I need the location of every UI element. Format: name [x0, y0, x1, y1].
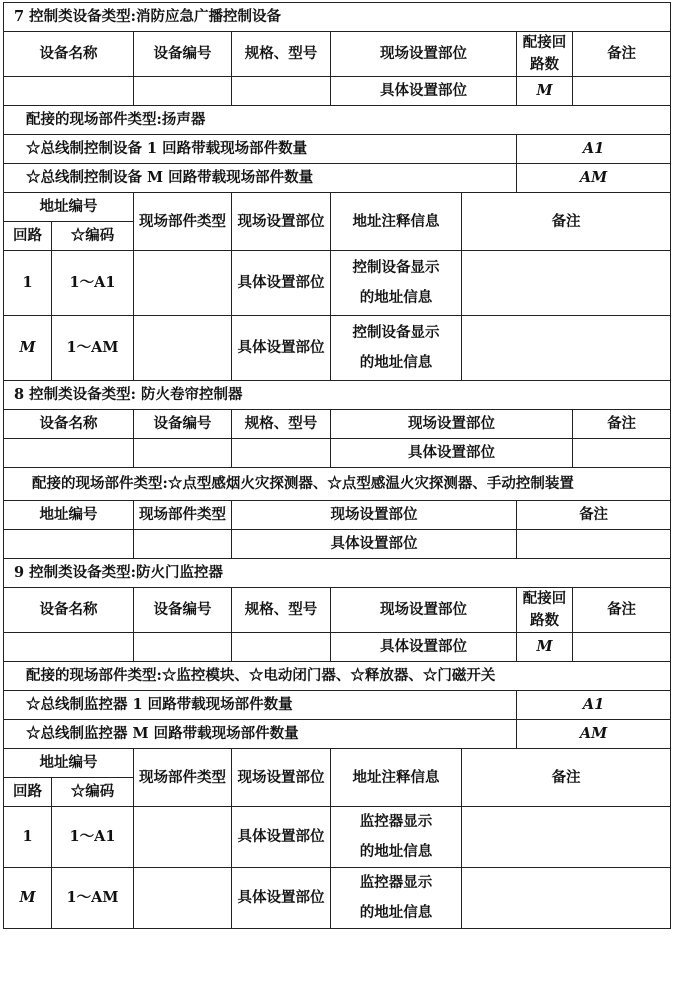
s7-row1-remark — [462, 251, 671, 316]
s9-row1-info-line2: 的地址信息 — [359, 843, 433, 860]
s9-remark-col-header: 备注 — [462, 749, 671, 807]
s9-row1-code: 1～A1 — [52, 807, 134, 868]
s9-remark-cell — [573, 633, 671, 662]
s9-device-name-cell — [4, 633, 134, 662]
s8-location-header2: 现场设置部位 — [232, 501, 517, 530]
s8-remark-cell2 — [517, 530, 671, 559]
s7-row1-loop: 1 — [4, 251, 52, 316]
s8-address-cell — [4, 530, 134, 559]
s7-loop1-count-text: A1 — [582, 140, 605, 157]
s8-part-type: 配接的现场部件类型:☆点型感烟火灾探测器、☆点型感温火灾探测器、手动控制装置 — [4, 468, 671, 501]
s9-code-header: ☆编码 — [52, 778, 134, 807]
s9-remark-header: 备注 — [573, 588, 671, 633]
s7-row1-info — [331, 251, 462, 316]
s9-row1-loop: 1 — [4, 807, 52, 868]
s8-remark-header: 备注 — [573, 410, 671, 439]
s7-device-id-header: 设备编号 — [134, 32, 232, 77]
s7-remark-header: 备注 — [573, 32, 671, 77]
s7-model-cell — [232, 77, 331, 106]
s8-device-id-cell — [134, 439, 232, 468]
s9-loop-count-value: M — [517, 633, 573, 662]
s8-device-name-cell — [4, 439, 134, 468]
s9-part-type-header: 现场部件类型 — [134, 749, 232, 807]
s9-part-type: 配接的现场部件类型:☆监控模块、☆电动闭门器、☆释放器、☆门磁开关 — [4, 662, 671, 691]
s9-row1-location: 具体设置部位 — [232, 807, 331, 868]
s7-rowM-location: 具体设置部位 — [232, 316, 331, 381]
s9-rowM-info-line2: 的地址信息 — [359, 904, 433, 921]
s9-loop1-count-label: ☆总线制监控器 1 回路带载现场部件数量 — [4, 691, 517, 720]
s8-remark-cell — [573, 439, 671, 468]
s7-loop-header: 回路 — [4, 222, 52, 251]
s9-loop-count-header: 配接回路数 — [517, 588, 573, 633]
s8-location-header: 现场设置部位 — [331, 410, 573, 439]
s7-rowM-type — [134, 316, 232, 381]
section-8-title: 8 控制类设备类型: 防火卷帘控制器 — [4, 381, 671, 410]
s7-part-type-header: 现场部件类型 — [134, 193, 232, 251]
section-7-title: 7 控制类设备类型:消防应急广播控制设备 — [4, 3, 671, 32]
table-row — [4, 251, 671, 316]
s9-row1-remark — [462, 807, 671, 868]
s7-remark-col-header: 备注 — [462, 193, 671, 251]
s9-row1-type — [134, 807, 232, 868]
s9-note-info-header: 地址注释信息 — [331, 749, 462, 807]
section-9-title: 9 控制类设备类型:防火门监控器 — [4, 559, 671, 588]
s9-row1-info-line1: 监控器显示 — [359, 813, 433, 830]
s9-device-name-header: 设备名称 — [4, 588, 134, 633]
s9-rowM-info-line1: 监控器显示 — [359, 874, 433, 891]
s9-loopM-count-label: ☆总线制监控器 M 回路带载现场部件数量 — [4, 720, 517, 749]
s7-location-sub: 具体设置部位 — [331, 77, 517, 106]
s7-rowM-info-line2: 的地址信息 — [359, 354, 433, 371]
s7-location-header: 现场设置部位 — [331, 32, 517, 77]
s9-device-id-header: 设备编号 — [134, 588, 232, 633]
s7-rowM-remark — [462, 316, 671, 381]
s8-location-sub2: 具体设置部位 — [232, 530, 517, 559]
s8-address-header: 地址编号 — [4, 501, 134, 530]
s7-row1-info-line1: 控制设备显示 — [352, 259, 440, 276]
s7-rowM-loop: M — [4, 316, 52, 381]
s8-remark-header2: 备注 — [517, 501, 671, 530]
s8-location-sub: 具体设置部位 — [331, 439, 573, 468]
s7-part-type: 配接的现场部件类型:扬声器 — [4, 106, 671, 135]
s8-model-header: 规格、型号 — [232, 410, 331, 439]
s7-device-name-cell — [4, 77, 134, 106]
s9-device-id-cell — [134, 633, 232, 662]
s7-row1-info-line2: 的地址信息 — [359, 289, 433, 306]
s9-loop-header: 回路 — [4, 778, 52, 807]
s9-rowM-type — [134, 868, 232, 929]
s9-model-header: 规格、型号 — [232, 588, 331, 633]
table-row — [4, 316, 671, 381]
s7-model-header: 规格、型号 — [232, 32, 331, 77]
s8-model-cell — [232, 439, 331, 468]
s7-rowM-info — [331, 316, 462, 381]
s7-note-info-header: 地址注释信息 — [331, 193, 462, 251]
s7-loop1-count-label: ☆总线制控制设备 1 回路带载现场部件数量 — [4, 135, 517, 164]
device-register-table — [3, 2, 671, 929]
s7-loop-count-header: 配接回路数 — [517, 32, 573, 77]
table-row — [4, 807, 671, 868]
s9-rowM-code: 1～AM — [52, 868, 134, 929]
s7-address-header: 地址编号 — [4, 193, 134, 222]
s7-remark-cell — [573, 77, 671, 106]
s9-loop1-count-value: A1 — [517, 691, 671, 720]
table-row — [4, 868, 671, 929]
s8-part-type-cell — [134, 530, 232, 559]
s9-model-cell — [232, 633, 331, 662]
s9-location-header: 现场设置部位 — [331, 588, 517, 633]
s7-code-header: ☆编码 — [52, 222, 134, 251]
s8-device-name-header: 设备名称 — [4, 410, 134, 439]
s7-location-col-header: 现场设置部位 — [232, 193, 331, 251]
s8-device-id-header: 设备编号 — [134, 410, 232, 439]
s7-row1-location: 具体设置部位 — [232, 251, 331, 316]
s9-loopM-count-value: AM — [517, 720, 671, 749]
s7-rowM-code: 1～AM — [52, 316, 134, 381]
s7-loopM-count-value: AM — [517, 164, 671, 193]
s7-row1-code: 1～A1 — [52, 251, 134, 316]
s9-rowM-remark — [462, 868, 671, 929]
s9-rowM-loop: M — [4, 868, 52, 929]
s7-rowM-info-line1: 控制设备显示 — [352, 324, 440, 341]
s9-row1-info — [331, 807, 462, 868]
s7-loop1-count-value — [517, 135, 671, 164]
s9-rowM-info — [331, 868, 462, 929]
s7-loop-count-value: M — [517, 77, 573, 106]
s9-location-sub: 具体设置部位 — [331, 633, 517, 662]
s7-device-name-header: 设备名称 — [4, 32, 134, 77]
s8-part-type-header: 现场部件类型 — [134, 501, 232, 530]
s9-location-col-header: 现场设置部位 — [232, 749, 331, 807]
s7-loopM-count-label: ☆总线制控制设备 M 回路带载现场部件数量 — [4, 164, 517, 193]
s7-device-id-cell — [134, 77, 232, 106]
s9-rowM-location: 具体设置部位 — [232, 868, 331, 929]
s7-row1-type — [134, 251, 232, 316]
s9-address-header: 地址编号 — [4, 749, 134, 778]
